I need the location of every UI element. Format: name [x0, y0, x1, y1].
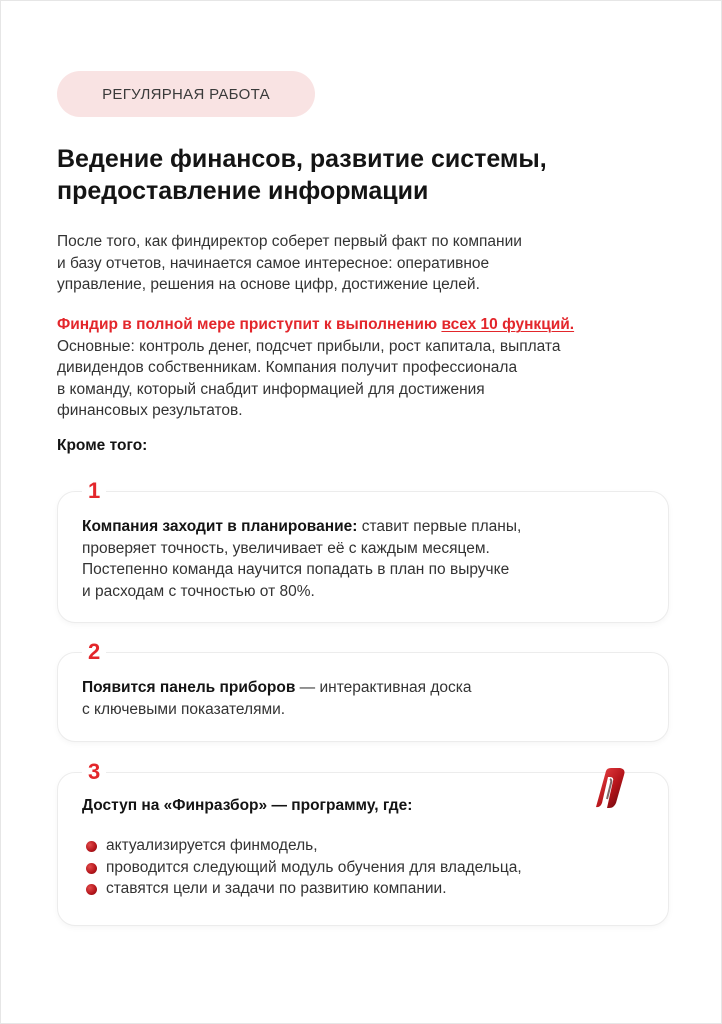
main-line-2: дивидендов собственникам. Компания получит профессионала [57, 359, 518, 376]
page-title [57, 143, 657, 207]
section-tag: РЕГУЛЯРНАЯ РАБОТА [57, 71, 315, 117]
title-line-2: предоставление информации [57, 177, 429, 205]
card-dashboard [57, 639, 669, 742]
card-text [82, 516, 644, 602]
card-bold-lead: Появится панель приборов [82, 679, 296, 696]
card-text [82, 677, 644, 720]
card-line: проверяет точность, увеличивает её с каждым месяцем. [82, 539, 490, 557]
intro-line-1: После того, как финдиректор соберет первый факт по компании [57, 233, 522, 250]
card-line: Постепенно команда научится попадать в план по выручке [82, 561, 510, 578]
card-number: 3 [82, 759, 106, 785]
intro-line-3: управление, решения на основе цифр, достижение целей. [57, 276, 480, 293]
bullet-text: ставятся цели и задачи по развитию компании. [106, 880, 447, 897]
card-planning [57, 478, 669, 623]
list-item [84, 878, 522, 900]
intro-paragraph [57, 231, 677, 296]
bullet-dot-icon [86, 884, 97, 895]
card-line: и расходам с точностью от 80%. [82, 582, 315, 600]
list-item [84, 835, 522, 857]
card-bold-lead: Компания заходит в планирование: [82, 518, 358, 535]
title-line-1: Ведение финансов, развитие системы, [57, 145, 547, 173]
bullet-dot-icon [86, 841, 97, 852]
intro-line-2: и базу отчетов, начинается самое интересное: оперативное [57, 254, 490, 272]
card-number: 1 [82, 478, 106, 504]
main-line-4: финансовых результатов. [57, 402, 243, 419]
functions-link[interactable]: всех 10 функций. [441, 316, 575, 333]
bullet-dot-icon [86, 863, 97, 874]
main-line-3: в команду, который снабдит информацией для достижения [57, 380, 485, 398]
list-item [84, 857, 522, 879]
subheading: Кроме того: [57, 437, 148, 454]
bullet-list [84, 835, 522, 900]
card-finrazbor [57, 759, 669, 926]
functions-paragraph [57, 314, 677, 422]
bullet-text: проводится следующий модуль обучения для владельца, [106, 858, 522, 876]
card-lead-rest: — интерактивная доска [295, 679, 472, 696]
highlight-lead: Финдир в полной мере приступит к выполнению [57, 316, 442, 333]
bullet-text: актуализируется финмодель, [106, 837, 318, 854]
main-line-1: Основные: контроль денег, подсчет прибыли, рост капитала, выплата [57, 337, 561, 355]
card-line: с ключевыми показателями. [82, 700, 286, 718]
card-number: 2 [82, 639, 106, 665]
card-lead-rest: ставит первые планы, [357, 518, 522, 535]
card-heading: Доступ на «Финразбор» — программу, где: [82, 797, 413, 814]
